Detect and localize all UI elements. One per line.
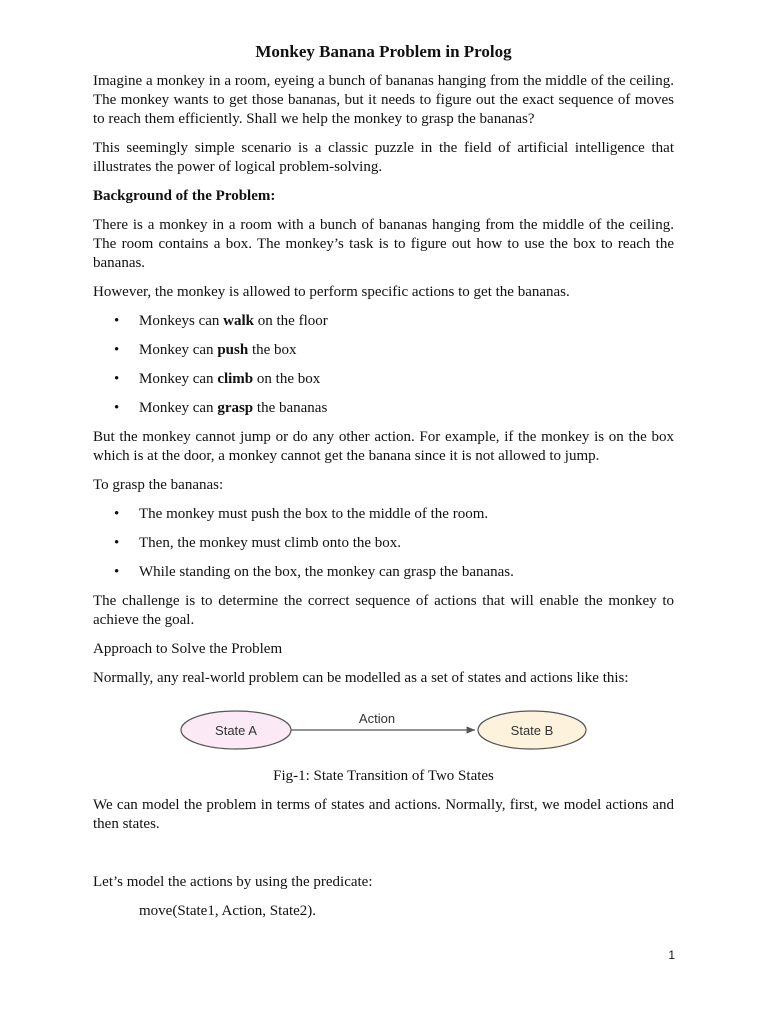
bullet-icon: •: [114, 313, 120, 329]
state-transition-diagram: [93, 697, 674, 753]
approach-heading: Approach to Solve the Problem: [93, 641, 283, 657]
grasp-heading: To grasp the bananas:: [93, 477, 224, 493]
background-paragraph: There is a monkey in a room with a bunch of bananas hanging from the middle of the ceiling. The room contains a box. The monkey’s task is to figure out how to use the box to reach the bananas.: [93, 217, 674, 271]
document-page: [93, 40, 674, 921]
state-b-label: State B: [510, 723, 554, 738]
page-number: 1: [668, 948, 675, 962]
actions-list: [93, 312, 674, 418]
list-item: • Monkeys can walk on the floor: [114, 313, 328, 329]
state-a-label: State A: [215, 723, 257, 738]
bullet-icon: •: [114, 506, 120, 522]
bullet-icon: •: [114, 371, 120, 387]
list-item: • The monkey must push the box to the middle of the room.: [114, 506, 489, 522]
action-label: Action: [358, 711, 396, 726]
bullet-icon: •: [114, 564, 120, 580]
predicate-intro: Let’s model the actions by using the predicate:: [93, 874, 373, 890]
intro-paragraph: Imagine a monkey in a room, eyeing a bunch of bananas hanging from the middle of the ceiling. The monkey wants to get those bananas, but it needs to figure out the exact sequence of moves to reach them efficiently. Shall we help the monkey to grasp the bananas?: [93, 73, 674, 127]
cannot-paragraph: But the monkey cannot jump or do any other action. For example, if the monkey is on the box which is at the door, a monkey cannot get the banana since it is not allowed to jump.: [93, 429, 674, 464]
model-states-paragraph: We can model the problem in terms of states and actions. Normally, first, we model actions and then states.: [93, 797, 674, 832]
model-paragraph: Normally, any real-world problem can be modelled as a set of states and actions like this:: [93, 670, 629, 686]
background-heading: [93, 187, 674, 206]
list-item: • Monkey can grasp the bananas: [114, 400, 328, 416]
list-item: • Monkey can climb on the box: [114, 371, 321, 387]
document-title: Monkey Banana Problem in Prolog: [255, 42, 512, 61]
predicate-code: move(State1, Action, State2).: [139, 903, 317, 919]
steps-list: [93, 505, 674, 582]
figure-caption: Fig-1: State Transition of Two States: [273, 768, 494, 784]
bullet-icon: •: [114, 400, 120, 416]
list-item: • Then, the monkey must climb onto the box.: [114, 535, 402, 551]
list-item: • While standing on the box, the monkey can grasp the bananas.: [114, 564, 514, 580]
bullet-icon: •: [114, 535, 120, 551]
bullet-icon: •: [114, 342, 120, 358]
challenge-paragraph: The challenge is to determine the correct sequence of actions that will enable the monkey to achieve the goal.: [93, 593, 674, 628]
background-heading-text: Background of the Problem:: [93, 188, 276, 204]
allowed-actions-paragraph: However, the monkey is allowed to perform specific actions to get the bananas.: [93, 284, 570, 300]
intro-paragraph-2: This seemingly simple scenario is a classic puzzle in the field of artificial intelligence that illustrates the power of logical problem-solving.: [93, 140, 674, 175]
state-transition-svg: [93, 697, 674, 753]
list-item: • Monkey can push the box: [114, 342, 297, 358]
